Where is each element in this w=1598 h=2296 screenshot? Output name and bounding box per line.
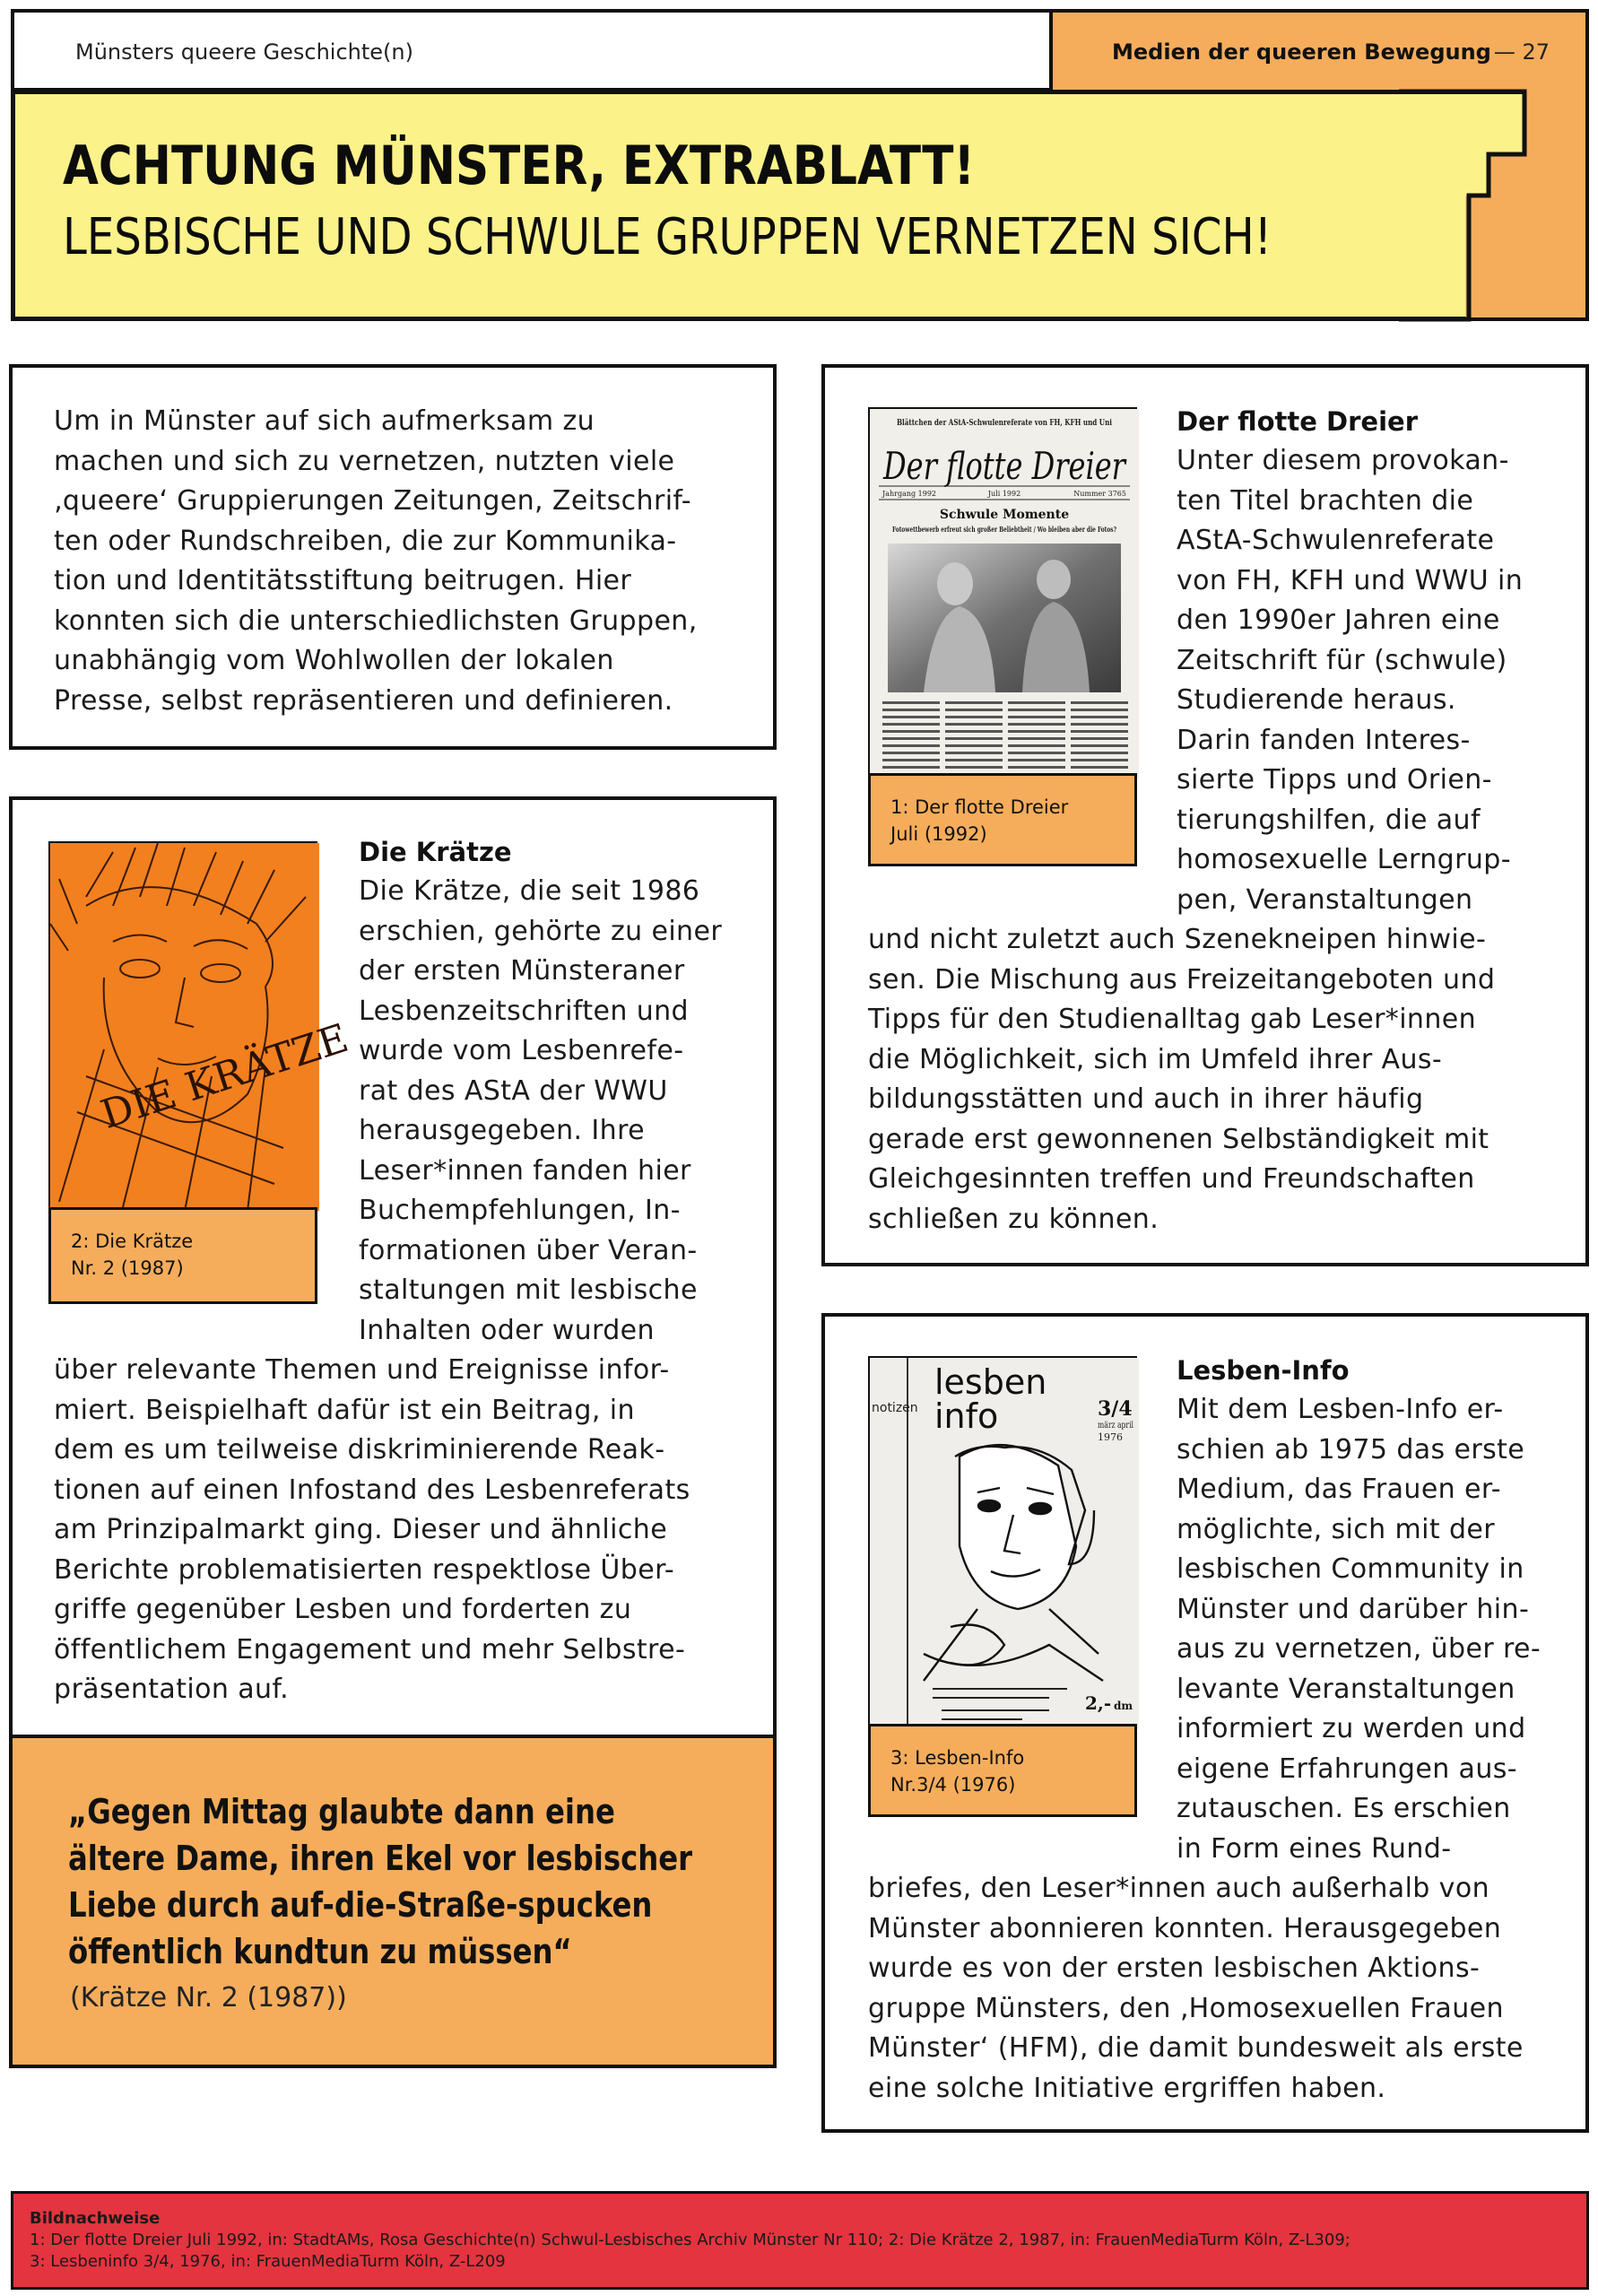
text-line: sierte Tipps und Orien- bbox=[1177, 764, 1492, 796]
quote-line: „Gegen Mittag glaubte dann eine bbox=[68, 1792, 615, 1831]
text-line: Zeitschrift für (schwule) bbox=[1177, 644, 1507, 676]
text-line: Münster und darüber hin- bbox=[1177, 1593, 1530, 1625]
text-line: levante Veranstaltungen bbox=[1177, 1673, 1515, 1705]
text-line: tionen auf einen Infostand des Lesbenreferats bbox=[54, 1474, 690, 1506]
text-line: die Möglichkeit, sich im Umfeld ihrer Aus- bbox=[868, 1043, 1443, 1075]
page-number: — 27 bbox=[1493, 39, 1550, 65]
caption-line: Nr.3/4 (1976) bbox=[890, 1774, 1016, 1796]
text-line: Studierende heraus. bbox=[1177, 684, 1456, 716]
text-line: bildungsstätten und auch in ihrer häufig bbox=[868, 1083, 1424, 1115]
text-line: miert. Beispielhaft dafür ist ein Beitrag, in bbox=[54, 1394, 635, 1426]
text-line: sen. Die Mischung aus Freizeitangeboten und bbox=[868, 963, 1496, 996]
text-line: den 1990er Jahren eine bbox=[1177, 604, 1500, 636]
text-line: über relevante Themen und Ereignisse infor- bbox=[54, 1354, 670, 1386]
dreier-caption bbox=[868, 773, 1137, 866]
text-line: tierungshilfen, die auf bbox=[1177, 804, 1481, 836]
lesbeninfo-cover-title-2: info bbox=[934, 1396, 999, 1436]
text-line: lesbischen Community in bbox=[1177, 1553, 1524, 1585]
text-line: Gleichgesinnten treffen und Freundschaften bbox=[868, 1163, 1475, 1195]
running-title: Münsters queere Geschichte(n) bbox=[75, 39, 413, 65]
dreier-heading: Der flotte Dreier bbox=[1177, 406, 1419, 437]
lesbeninfo-cover-unit: dm bbox=[1114, 1700, 1133, 1712]
quote-line: Liebe durch auf-die-Straße-spucken bbox=[68, 1885, 653, 1925]
text-line: Unter diesem provokan- bbox=[1177, 445, 1509, 476]
dreier-cover-drawing bbox=[870, 409, 1168, 778]
lesbeninfo-cover-price: 2,- bbox=[1085, 1692, 1112, 1714]
dreier-article-box bbox=[821, 364, 1589, 1266]
lesbeninfo-cover-month: märz april bbox=[1098, 1421, 1133, 1431]
page-title: ACHTUNG MÜNSTER, EXTRABLATT! bbox=[63, 135, 976, 197]
caption-line: 2: Die Krätze bbox=[71, 1231, 194, 1252]
text-line: eigene Erfahrungen aus- bbox=[1177, 1752, 1518, 1785]
intro-line: unabhängig vom Wohlwollen der lokalen bbox=[54, 645, 614, 676]
text-line: wurde vom Lesbenrefe- bbox=[359, 1035, 684, 1066]
text-line: schließen zu können. bbox=[868, 1203, 1159, 1235]
text-line: aus zu vernetzen, über re- bbox=[1177, 1633, 1542, 1665]
footer-title: Bildnachweise bbox=[30, 2209, 161, 2228]
dreier-cover-kicker: Blättchen der AStA-Schwulenreferate von FH, KFH und Uni bbox=[897, 419, 1168, 428]
quote-text bbox=[68, 1788, 692, 1975]
text-line: informiert zu werden und bbox=[1177, 1713, 1526, 1744]
lesbeninfo-text-narrow bbox=[1177, 1390, 1541, 1869]
intro-text bbox=[54, 402, 698, 721]
text-line: wurde es von der ersten lesbischen Aktions- bbox=[868, 1952, 1481, 1984]
text-line: der ersten Münsteraner bbox=[359, 955, 685, 987]
quote-line: öffentlich kundtun zu müssen“ bbox=[68, 1932, 572, 1971]
lesbeninfo-cover-title-1: lesben bbox=[934, 1362, 1047, 1402]
lesbeninfo-cover-side: notizen bbox=[872, 1401, 918, 1415]
text-line: Darin fanden Interes- bbox=[1177, 724, 1471, 756]
intro-line: ‚queere‘ Gruppierungen Zeitungen, Zeitschrif- bbox=[54, 485, 691, 517]
kraetze-article-box bbox=[9, 796, 777, 1740]
dreier-cover-meta-left: Jahrgang 1992 bbox=[882, 490, 937, 498]
kraetze-cover-image bbox=[48, 841, 354, 1209]
text-line: Berichte problematisierten respektlose Über- bbox=[54, 1553, 675, 1586]
text-line: am Prinzipalmarkt ging. Dieser und ähnliche bbox=[54, 1514, 668, 1545]
text-line: griffe gegenüber Lesben und forderten zu bbox=[54, 1594, 632, 1625]
text-line: eine solche Initiative ergriffen haben. bbox=[868, 2072, 1386, 2104]
text-line: schien ab 1975 das erste bbox=[1177, 1433, 1525, 1465]
lesbeninfo-cover-issue: 3/4 bbox=[1098, 1397, 1133, 1421]
kraetze-cover-drawing bbox=[50, 843, 354, 1211]
text-line: staltungen mit lesbische bbox=[359, 1274, 698, 1306]
caption-line: Nr. 2 (1987) bbox=[71, 1257, 184, 1279]
text-line: gerade erst gewonnenen Selbständigkeit mit bbox=[868, 1123, 1489, 1155]
text-line: zutauschen. Es erschien bbox=[1177, 1793, 1511, 1824]
text-line: ten Titel brachten die bbox=[1177, 484, 1474, 517]
text-line: erschien, gehörte zu einer bbox=[359, 915, 723, 947]
dreier-cover-headline: Schwule Momente bbox=[939, 508, 1070, 522]
text-line: dem es um teilweise diskriminierende Reak- bbox=[54, 1434, 665, 1465]
text-line: präsentation auf. bbox=[54, 1674, 290, 1705]
text-line: Inhalten oder wurden bbox=[359, 1314, 655, 1346]
text-line: und nicht zuletzt auch Szenekneipen hinwie- bbox=[868, 924, 1487, 955]
intro-line: Um in Münster auf sich aufmerksam zu bbox=[54, 405, 595, 437]
running-header bbox=[11, 9, 1051, 91]
image-credits-footer bbox=[11, 2191, 1589, 2290]
text-line: homosexuelle Lerngrup- bbox=[1177, 844, 1511, 875]
kraetze-caption bbox=[48, 1207, 317, 1304]
text-line: Die Krätze, die seit 1986 bbox=[359, 875, 700, 907]
intro-line: konnten sich die unterschiedlichsten Gruppen, bbox=[54, 604, 698, 637]
intro-line: Presse, selbst repräsentieren und definieren. bbox=[54, 684, 673, 717]
text-line: in Form eines Rund- bbox=[1177, 1832, 1452, 1865]
dreier-cover-meta-mid: Juli 1992 bbox=[987, 490, 1021, 498]
quote-box bbox=[9, 1735, 777, 2068]
kraetze-text-narrow bbox=[359, 872, 722, 1351]
caption-line: Juli (1992) bbox=[890, 823, 987, 845]
text-line: Leser*innen fanden hier bbox=[359, 1154, 691, 1187]
dreier-text-narrow bbox=[1177, 441, 1523, 920]
kraetze-cover-title: DIE KRÄTZE bbox=[95, 1015, 354, 1139]
text-line: rat des AStA der WWU bbox=[359, 1074, 668, 1107]
text-line: öffentlichem Engagement und mehr Selbstre- bbox=[54, 1633, 686, 1665]
intro-line: ten oder Rundschreiben, die zur Kommunika- bbox=[54, 525, 677, 557]
text-line: herausgegeben. Ihre bbox=[359, 1115, 646, 1146]
text-line: Medium, das Frauen er- bbox=[1177, 1474, 1501, 1505]
text-line: Münster abonnieren konnten. Herausgegeben bbox=[868, 1912, 1502, 1944]
kraetze-heading: Die Krätze bbox=[359, 837, 512, 867]
intro-line: tion und Identitätsstiftung beitrugen. Hier bbox=[54, 565, 632, 596]
quote-line: ältere Dame, ihren Ekel vor lesbischer bbox=[68, 1839, 693, 1878]
dreier-cover-title: Der flotte Dreier bbox=[882, 444, 1128, 488]
intro-line: machen und sich zu vernetzen, nutzten viele bbox=[54, 445, 675, 477]
dreier-cover-meta-right: Nummer 3765 bbox=[1073, 490, 1126, 498]
lesbeninfo-article-box bbox=[821, 1313, 1589, 2133]
kraetze-text-full bbox=[54, 1351, 690, 1710]
text-line: formationen über Veran- bbox=[359, 1234, 698, 1266]
section-title: Medien der queeren Bewegung bbox=[1112, 39, 1491, 65]
dreier-text-full bbox=[868, 920, 1495, 1239]
text-line: Lesbenzeitschriften und bbox=[359, 995, 689, 1027]
caption-line: 3: Lesben-Info bbox=[890, 1747, 1025, 1769]
text-line: Buchempfehlungen, In- bbox=[359, 1195, 681, 1226]
lesbeninfo-cover-year: 1976 bbox=[1098, 1431, 1123, 1443]
lesbeninfo-cover-image bbox=[868, 1356, 1137, 1727]
text-line: pen, Veranstaltungen bbox=[1177, 883, 1473, 916]
lesbeninfo-text-full bbox=[868, 1869, 1524, 2109]
quote-source: (Krätze Nr. 2 (1987)) bbox=[70, 1982, 347, 2013]
lesbeninfo-heading: Lesben-Info bbox=[1177, 1355, 1350, 1386]
page-subtitle: LESBISCHE UND SCHWULE GRUPPEN VERNETZEN SICH! bbox=[63, 208, 1272, 266]
intro-box bbox=[9, 364, 777, 750]
footer-line: 3: Lesbeninfo 3/4, 1976, in: FrauenMediaTurm Köln, Z-L209 bbox=[30, 2252, 506, 2271]
caption-line: 1: Der flotte Dreier bbox=[890, 796, 1069, 818]
text-line: Tipps für den Studienalltag gab Leser*innen bbox=[868, 1004, 1477, 1035]
text-line: AStA-Schwulenreferate bbox=[1177, 525, 1495, 556]
dreier-cover-image bbox=[868, 407, 1168, 777]
title-banner bbox=[11, 90, 1526, 321]
dreier-cover-subhead: Fotowettbewerb erfreut sich großer Beliebtheit / Wo bleiben aber die Fotos? bbox=[892, 525, 1117, 534]
text-line: von FH, KFH und WWU in bbox=[1177, 564, 1524, 596]
lesbeninfo-cover-drawing bbox=[870, 1358, 1139, 1729]
lesbeninfo-caption bbox=[868, 1724, 1137, 1817]
footer-line: 1: Der flotte Dreier Juli 1992, in: StadtAMs, Rosa Geschichte(n) Schwul-Lesbisches Archiv Münster Nr 110; 2: Die Krätze 2, 1987, in: FrauenMediaTurm Köln, Z-L309; bbox=[30, 2231, 1350, 2249]
text-line: briefes, den Leser*innen auch außerhalb von bbox=[868, 1873, 1490, 1904]
text-line: möglichte, sich mit der bbox=[1177, 1513, 1495, 1545]
text-line: Münster‘ (HFM), die damit bundesweit als erste bbox=[868, 2032, 1524, 2064]
text-line: gruppe Münsters, den ‚Homosexuellen Frauen bbox=[868, 1992, 1504, 2024]
text-line: Mit dem Lesben-Info er- bbox=[1177, 1394, 1504, 1425]
